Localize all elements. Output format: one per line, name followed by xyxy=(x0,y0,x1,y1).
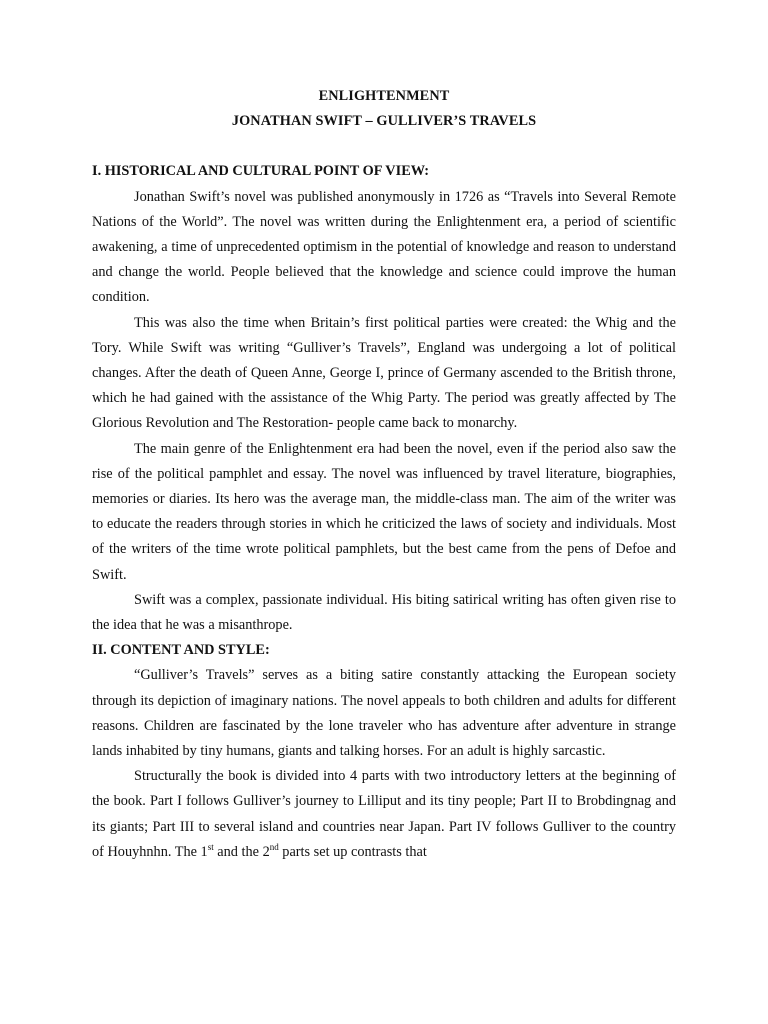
document-subtitle: JONATHAN SWIFT – GULLIVER’S TRAVELS xyxy=(231,113,537,130)
paragraph: “Gulliver’s Travels” serves as a biting satire constantly attacking the European society through its depiction of imaginary nations. The novel appeals to both children and adults for different reasons. Children are fascinated by the lone traveler who has adventure after adventure in strange lands inhabited by tiny humans, giants and talking horses. For an adult is highly sarcastic. xyxy=(92,667,676,760)
ordinal-suffix: nd xyxy=(269,842,279,853)
paragraph: The main genre of the Enlightenment era had been the novel, even if the period also saw the rise of the political pamphlet and essay. The novel was influenced by travel literature, biographies, memories or diaries. Its hero was the average man, the middle-class man. The aim of the writer was to educate the readers through stories in which he criticized the laws of society and individuals. Most of the writers of the time wrote political pamphlets, but the best came from the pens of Defoe and Swift. xyxy=(92,440,676,583)
ordinal-number: 1 xyxy=(200,843,208,860)
paragraph: This was also the time when Britain’s first political parties were created: the Whig and the Tory. While Swift was writing “Gulliver’s Travels”, England was undergoing a lot of political changes. After the death of Queen Anne, George I, prince of Germany ascended to the British throne, which he had gained with the assistance of the Whig Party. The period was greatly affected by The Glorious Revolution and The Restoration- people came back to monarchy. xyxy=(92,314,676,432)
section-heading-historical: I. HISTORICAL AND CULTURAL POINT OF VIEW: xyxy=(92,163,429,180)
paragraph-text: parts set up contrasts that xyxy=(278,843,427,860)
ordinal-number: 2 xyxy=(262,843,270,860)
paragraph: Swift was a complex, passionate individual. His biting satirical writing has often given rise to the idea that he was a misanthrope. xyxy=(92,591,676,634)
ordinal-suffix: st xyxy=(207,842,214,853)
section-heading-content-style: II. CONTENT AND STYLE: xyxy=(92,642,270,659)
document-title: ENLIGHTENMENT xyxy=(318,88,450,104)
document-page xyxy=(92,84,676,865)
paragraph-structure xyxy=(92,764,676,865)
paragraph-text: Structurally the book is divided into 4 parts with two introductory letters at the beginning of the book. Part I follows Gulliver’s journey to Lilliput and its tiny people; Part II to Brobdingnag and its giants; Part III to several island and countries near Japan. Part IV follows Gulliver to the country of Houyhnhn. The xyxy=(92,768,676,860)
paragraph: Jonathan Swift’s novel was published anonymously in 1726 as “Travels into Several Remote Nations of the World”. The novel was written during the Enlightenment era, a period of scientific awakening, a time of unprecedented optimism in the potential of knowledge and reason to understand and change the world. People believed that the knowledge and science could improve the human condition. xyxy=(92,188,676,306)
paragraph-text: and the xyxy=(213,843,263,860)
